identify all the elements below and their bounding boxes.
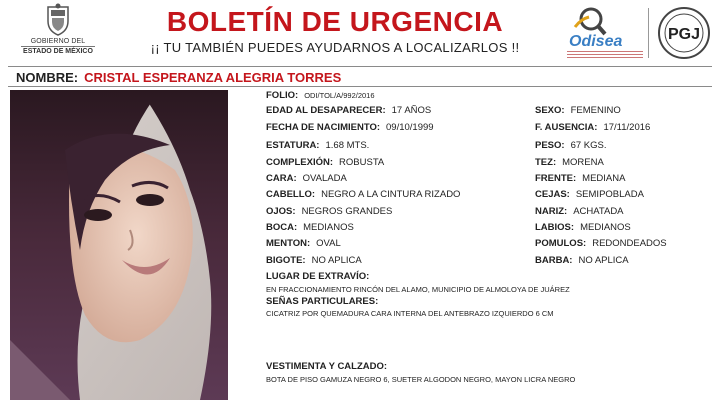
logo-divider	[648, 8, 649, 58]
field-bigote	[266, 255, 362, 266]
pomulos-label: POMULOS:	[535, 238, 587, 249]
field-frente	[535, 173, 625, 184]
boca-label: BOCA:	[266, 222, 298, 233]
frente-value: MEDIANA	[582, 173, 626, 184]
header	[0, 0, 720, 66]
edad-label: EDAD AL DESAPARECER:	[266, 105, 386, 116]
estatura-value: 1.68 MTS.	[325, 140, 370, 151]
tez-value: MORENA	[562, 157, 604, 168]
field-nacimiento	[266, 122, 434, 133]
labios-label: LABIOS:	[535, 222, 575, 233]
cabello-label: CABELLO:	[266, 189, 316, 200]
ojos-label: OJOS:	[266, 206, 296, 217]
coat-of-arms-icon	[44, 3, 72, 37]
name-row	[16, 70, 341, 85]
estado-de-mexico-logo	[8, 3, 108, 63]
nariz-label: NARIZ:	[535, 206, 568, 217]
extravio-value: EN FRACCIONAMIENTO RINCÓN DEL ALAMO, MUNICIPIO DE ALMOLOYA DE JUÁREZ	[266, 285, 570, 294]
senas-label: SEÑAS PARTICULARES:	[266, 296, 379, 307]
complexion-value: ROBUSTA	[339, 157, 385, 168]
field-estatura	[266, 140, 369, 151]
field-labios	[535, 222, 631, 233]
name-label: NOMBRE:	[16, 70, 79, 85]
field-tez	[535, 157, 604, 168]
cabello-value: NEGRO A LA CINTURA RIZADO	[321, 189, 461, 200]
field-ausencia	[535, 122, 650, 133]
complexion-label: COMPLEXIÓN:	[266, 157, 334, 168]
person-name: CRISTAL ESPERANZA ALEGRIA TORRES	[84, 70, 342, 85]
boca-value: MEDIANOS	[303, 222, 354, 233]
odisea-logo-text: Odisea	[569, 33, 623, 50]
cejas-value: SEMIPOBLADA	[575, 189, 644, 200]
pomulos-value: REDONDEADOS	[592, 238, 667, 249]
field-barba	[535, 255, 629, 266]
odisea-logo	[565, 5, 643, 61]
field-cara	[266, 173, 347, 184]
gov-logo-line2: ESTADO DE MÉXICO	[21, 46, 95, 55]
field-pomulos	[535, 238, 667, 249]
barba-label: BARBA:	[535, 255, 573, 266]
vestimenta-value: BOTA DE PISO GAMUZA NEGRO 6, SUETER ALGODON NEGRO, MAYON LICRA NEGRO	[266, 375, 576, 384]
vestimenta-label: VESTIMENTA Y CALZADO:	[266, 361, 388, 372]
nacimiento-label: FECHA DE NACIMIENTO:	[266, 122, 380, 133]
field-menton	[266, 238, 341, 249]
nacimiento-value: 09/10/1999	[386, 122, 434, 133]
frente-label: FRENTE:	[535, 173, 577, 184]
menton-label: MENTON:	[266, 238, 311, 249]
field-nariz	[535, 206, 624, 217]
estatura-label: ESTATURA:	[266, 140, 320, 151]
labios-value: MEDIANOS	[580, 222, 631, 233]
sexo-value: FEMENINO	[570, 105, 621, 116]
pgj-logo-text: PGJ	[667, 26, 701, 43]
page-subtitle: ¡¡ TU TAMBIÉN PUEDES AYUDARNOS A LOCALIZARLOS !!	[150, 40, 520, 55]
sexo-label: SEXO:	[535, 105, 565, 116]
bigote-value: NO APLICA	[311, 255, 362, 266]
ojos-value: NEGROS GRANDES	[301, 206, 393, 217]
field-ojos	[266, 206, 392, 217]
folio-value: ODI/TOL/A/992/2016	[304, 91, 375, 100]
cejas-label: CEJAS:	[535, 189, 570, 200]
pgj-logo	[656, 6, 712, 60]
page-title: BOLETÍN DE URGENCIA	[166, 6, 504, 37]
ausencia-value: 17/11/2016	[603, 122, 651, 133]
peso-label: PESO:	[535, 140, 565, 151]
odisea-logo-subtext	[567, 51, 643, 59]
field-peso	[535, 140, 606, 151]
extravio-label: LUGAR DE EXTRAVÍO:	[266, 271, 370, 282]
bigote-label: BIGOTE:	[266, 255, 306, 266]
folio-label: FOLIO:	[266, 90, 299, 101]
tez-label: TEZ:	[535, 157, 557, 168]
missing-person-photo	[10, 90, 228, 400]
peso-value: 67 KGS.	[570, 140, 607, 151]
field-cabello	[266, 189, 460, 200]
ausencia-label: F. AUSENCIA:	[535, 122, 598, 133]
senas-value: CICATRIZ POR QUEMADURA CARA INTERNA DEL ANTEBRAZO IZQUIERDO 6 CM	[266, 309, 554, 318]
field-complexion	[266, 157, 384, 168]
field-sexo	[535, 105, 621, 116]
menton-value: OVAL	[316, 238, 341, 249]
nariz-value: ACHATADA	[573, 206, 624, 217]
cara-label: CARA:	[266, 173, 297, 184]
field-cejas	[535, 189, 644, 200]
cara-value: OVALADA	[302, 173, 347, 184]
gov-logo-line1: GOBIERNO DEL	[30, 38, 86, 45]
name-divider	[8, 86, 712, 87]
header-divider	[8, 66, 712, 67]
barba-value: NO APLICA	[578, 255, 629, 266]
field-folio	[266, 90, 375, 101]
field-boca	[266, 222, 354, 233]
field-edad	[266, 105, 431, 116]
edad-value: 17 AÑOS	[391, 105, 432, 116]
